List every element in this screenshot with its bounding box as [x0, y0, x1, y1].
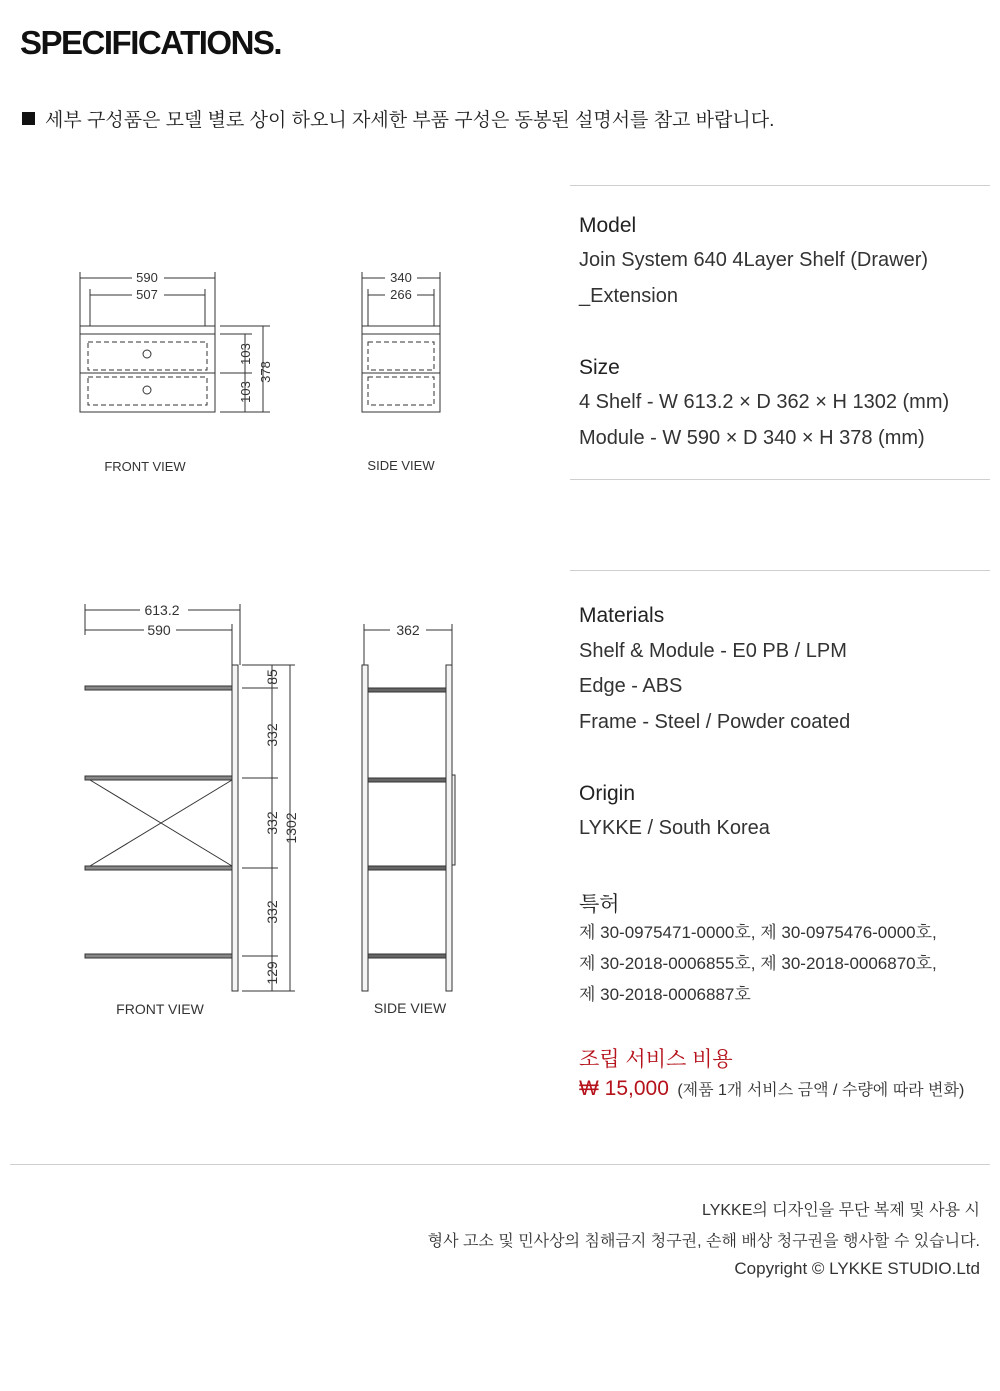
square-bullet-icon: [22, 112, 35, 125]
copyright: Copyright © LYKKE STUDIO.Ltd: [734, 1259, 980, 1278]
module-drawing: [60, 260, 480, 480]
patent-label: 특허: [579, 893, 620, 916]
patent-line1: 제 30-0975471-0000호, 제 30-0975476-0000호,: [579, 923, 937, 942]
service-label: 조립 서비스 비용: [579, 1048, 733, 1071]
model-label: Model: [579, 214, 637, 237]
front-view-caption: FRONT VIEW: [116, 1001, 204, 1017]
materials-line3: Frame - Steel / Powder coated: [579, 711, 851, 733]
front-dim-total: 1302: [283, 812, 299, 844]
front-dim-drawer1: 103: [238, 343, 253, 365]
front-dim-top: 85: [264, 669, 280, 685]
front-view-caption: FRONT VIEW: [104, 459, 186, 474]
footer-line2: 형사 고소 및 민사상의 침해금지 청구권, 손해 배상 청구권을 행사할 수 있습니다.: [427, 1233, 980, 1250]
front-dim-gap2: 332: [264, 811, 280, 835]
patent-line3: 제 30-2018-0006887호: [579, 985, 751, 1004]
footer-divider: [10, 1164, 990, 1165]
service-price: ₩ 15,000: [579, 1077, 669, 1100]
page-title: SPECIFICATIONS.: [20, 24, 282, 61]
front-dim-outer: 590: [136, 270, 158, 285]
service-price-row: [579, 1077, 964, 1101]
front-dim-inner: 507: [136, 287, 158, 302]
model-line2: _Extension: [579, 285, 678, 307]
notice-text: 세부 구성품은 모델 별로 상이 하오니 자세한 부품 구성은 동봉된 설명서를 참고 바랍니다.: [45, 110, 775, 131]
patent-line2: 제 30-2018-0006855호, 제 30-2018-0006870호,: [579, 954, 937, 973]
front-dim-inner: 590: [147, 622, 171, 638]
notice: [22, 105, 774, 132]
materials-line2: Edge - ABS: [579, 675, 683, 697]
front-dim-bottom: 129: [264, 961, 280, 985]
materials-line1: Shelf & Module - E0 PB / LPM: [579, 640, 847, 662]
side-dim-outer: 340: [390, 270, 412, 285]
front-dim-outer: 613.2: [144, 602, 180, 618]
origin-value: LYKKE / South Korea: [579, 817, 770, 839]
side-dim-depth: 362: [396, 622, 420, 638]
divider: [570, 570, 990, 571]
size-line2: Module - W 590 × D 340 × H 378 (mm): [579, 427, 925, 449]
front-dim-gap1: 332: [264, 723, 280, 747]
front-dim-height: 378: [258, 361, 273, 383]
divider: [570, 185, 990, 186]
front-dim-drawer2: 103: [238, 381, 253, 403]
front-dim-gap3: 332: [264, 900, 280, 924]
origin-label: Origin: [579, 782, 636, 805]
materials-label: Materials: [579, 604, 665, 627]
side-dim-inner: 266: [390, 287, 412, 302]
service-note: (제품 1개 서비스 금액 / 수량에 따라 변화): [677, 1082, 965, 1099]
divider: [570, 479, 990, 480]
shelf-drawing: [60, 595, 480, 1025]
model-line1: Join System 640 4Layer Shelf (Drawer): [579, 249, 929, 271]
side-view-caption: SIDE VIEW: [373, 1000, 447, 1016]
footer-line1: LYKKE의 디자인을 무단 복제 및 사용 시: [702, 1202, 980, 1219]
side-view-caption: SIDE VIEW: [367, 458, 435, 473]
size-line1: 4 Shelf - W 613.2 × D 362 × H 1302 (mm): [579, 391, 950, 413]
size-label: Size: [579, 356, 620, 379]
